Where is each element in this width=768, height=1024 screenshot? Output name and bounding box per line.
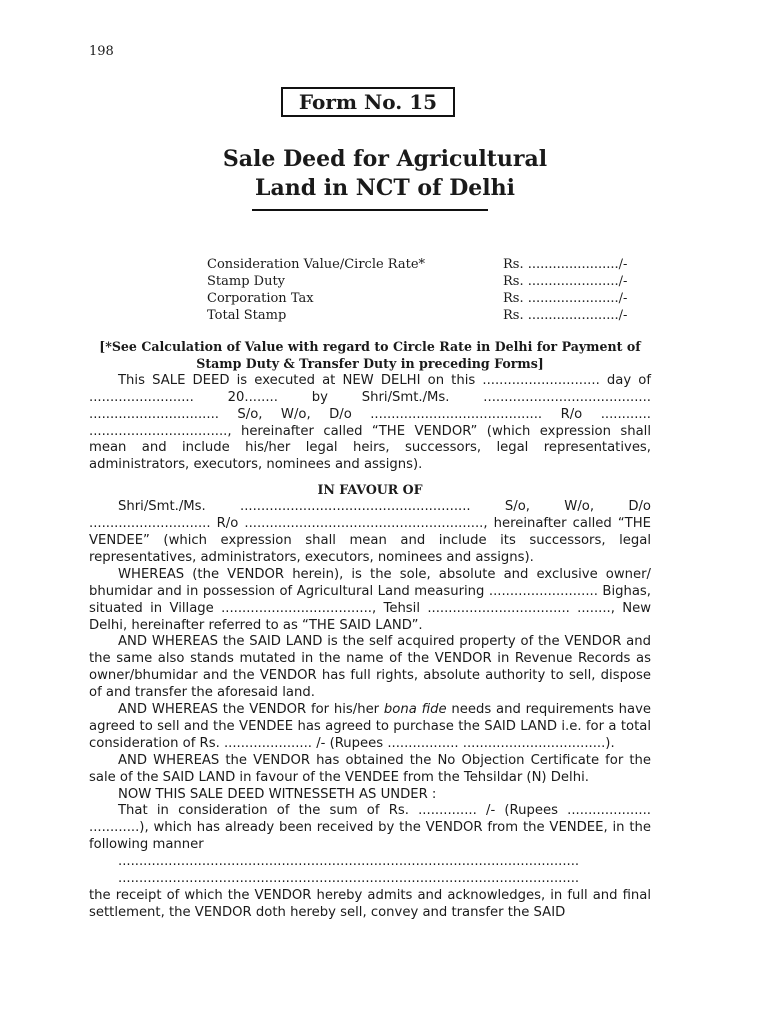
circle-rate-note: [*See Calculation of Value with regard to Circle Rate in Delhi for Payment of Stamp Duty & Transfer Duty in preceding Forms]: [99, 339, 641, 371]
form-number-box: Form No. 15: [281, 87, 455, 117]
values-label: Total Stamp: [207, 308, 287, 323]
paragraph-noc: AND WHEREAS the VENDOR has obtained the No Objection Certificate for the sale of the SAID LAND in favour of the VENDEE from the Tehsildar (N) Delhi.: [89, 752, 651, 785]
values-row: [207, 256, 647, 273]
title-line-2: Land in NCT of Delhi: [254, 175, 515, 201]
blank-line-1: ..............................................................................................................: [118, 854, 580, 870]
paragraph-consideration: That in consideration of the sum of Rs. .............. /- (Rupees .................... ............), which has already been received by the VENDOR from the VENDEE, in the following manner: [89, 803, 651, 853]
paragraph-vendee: Shri/Smt./Ms. ....................................................... S/o, W/o, D/o ............................. R/o ........................................................., hereinafter called “THE VENDEE” (which expression shall mean and include its successors, legal representatives, administrators, executors, nominees and assigns).: [89, 499, 651, 565]
values-amount: Rs. ....................../-: [503, 291, 628, 306]
paragraph-witnesseth: NOW THIS SALE DEED WITNESSETH AS UNDER :: [118, 786, 437, 802]
values-row: [207, 290, 647, 307]
paragraph-receipt: the receipt of which the VENDOR hereby admits and acknowledges, in full and final settlement, the VENDOR doth hereby sell, convey and transfer the SAID: [89, 888, 651, 920]
page-number: 198: [89, 44, 114, 59]
values-label: Corporation Tax: [207, 291, 314, 306]
document-title: [150, 145, 620, 203]
paragraph-vendor: This SALE DEED is executed at NEW DELHI on this ............................ day of ......................... 20........ by Shri/Smt./Ms. ........................................ ............................... S/o, W/o, D/o ......................................... R/o ............ ................................., hereinafter called “THE VENDOR” (which expression shall mean and include his/her legal heirs, successors, legal representatives, administrators, executors, nominees and assigns).: [89, 372, 651, 473]
bona-fide-italic: bona fide: [383, 702, 447, 718]
agreement-text-start: AND WHEREAS the VENDOR for his/her: [118, 702, 384, 718]
values-row: [207, 273, 647, 290]
in-favour-heading: IN FAVOUR OF: [317, 482, 423, 498]
values-row: [207, 307, 647, 324]
values-amount: Rs. ....................../-: [503, 308, 628, 323]
title-line-1: Sale Deed for Agricultural: [222, 146, 548, 172]
title-underline: [252, 209, 488, 211]
blank-line-2: ..............................................................................................................: [118, 871, 580, 887]
stamp-values-table: [207, 256, 647, 324]
paragraph-agreement: [89, 702, 651, 753]
values-amount: Rs. ....................../-: [503, 274, 628, 289]
values-amount: Rs. ....................../-: [503, 257, 628, 272]
values-label: Stamp Duty: [207, 274, 286, 289]
paragraph-self-acquired: AND WHEREAS the SAID LAND is the self acquired property of the VENDOR and the same also stands mutated in the name of the VENDOR in Revenue Records as owner/bhumidar and the VENDOR has full rights, absolute authority to sell, dispose of and transfer the aforesaid land.: [89, 634, 651, 701]
paragraph-whereas-ownership: WHEREAS (the VENDOR herein), is the sole, absolute and exclusive owner/ bhumidar and in possession of Agricultural Land measuring .......................... Bighas, situated in Village ...................................., Tehsil .................................. ........, New Delhi, hereinafter referred to as “THE SAID LAND”.: [89, 566, 651, 633]
agreement-text-end: needs and requirements have agreed to sell and the VENDEE has agreed to purchase the SAID LAND i.e. for a total consideration of Rs. ..................... /- (Rupees ................. ..................................).: [89, 702, 652, 751]
values-label: Consideration Value/Circle Rate*: [207, 257, 426, 272]
deed-body: [89, 339, 651, 922]
